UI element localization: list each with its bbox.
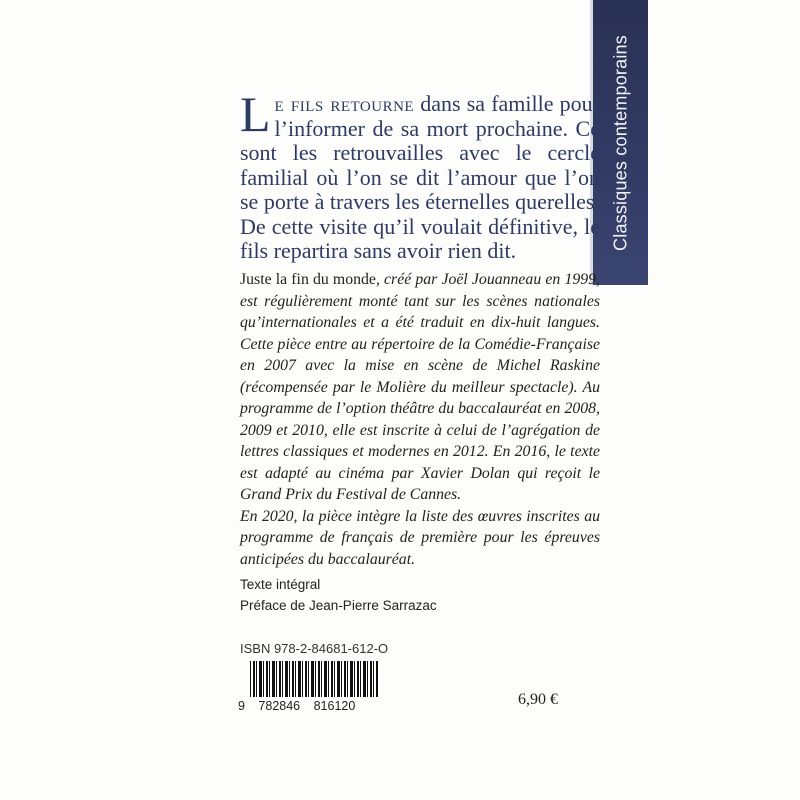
about-paragraph-1-text: , créé par Joël Jouanneau en 1999, est régulièrement monté tant sur les scènes nationales qu’internationales et a été traduit en dix-huit langues. Cette pièce entre au répertoire de la Comédie-Française en 2007 avec la mise en scène de Michel Raskine (récompensée par le Molière du meilleur spectacle). Au programme de l’option théâtre du baccalauréat en 2008, 2009 et 2010, elle est inscrite à celui de l’agrégation de lettres classiques et modernes en 2012. En 2016, le texte est adapté au cinéma par Xavier Dolan qui reçoit le Grand Prix du Festival de Cannes. [240, 271, 600, 503]
blurb-text: dans sa famille pour l’informer de sa mort prochaine. Ce sont les retrouvailles avec le cercle familial où l’on se dit l’amour que l’on se porte à travers les éternelles querelles. De cette visite qu’il voulait définitive, le fils repartira sans avoir rien dit. [240, 91, 600, 263]
credit-full-text: Texte intégral [240, 577, 321, 592]
barcode-digits: 9 782846 816120 [238, 699, 356, 713]
about-paragraph-2: En 2020, la pièce intègre la liste des œuvres inscrites au programme de français de première pour les épreuves anticipées du baccalauréat. [240, 507, 600, 568]
isbn: ISBN 978-2-84681-612-O [240, 641, 389, 656]
drop-cap: L [240, 86, 271, 142]
about-paragraph-1 [240, 269, 600, 506]
about-section [240, 269, 600, 570]
work-title: Juste la fin du monde [240, 271, 376, 288]
collection-label: Classiques contemporains [610, 34, 630, 251]
credit-preface: Préface de Jean-Pierre Sarrazac [240, 598, 437, 613]
blurb [240, 86, 600, 264]
barcode [250, 661, 378, 697]
credits [240, 574, 437, 616]
price: 6,90 € [518, 691, 558, 708]
blurb-lead: e fils retourne [274, 91, 415, 116]
